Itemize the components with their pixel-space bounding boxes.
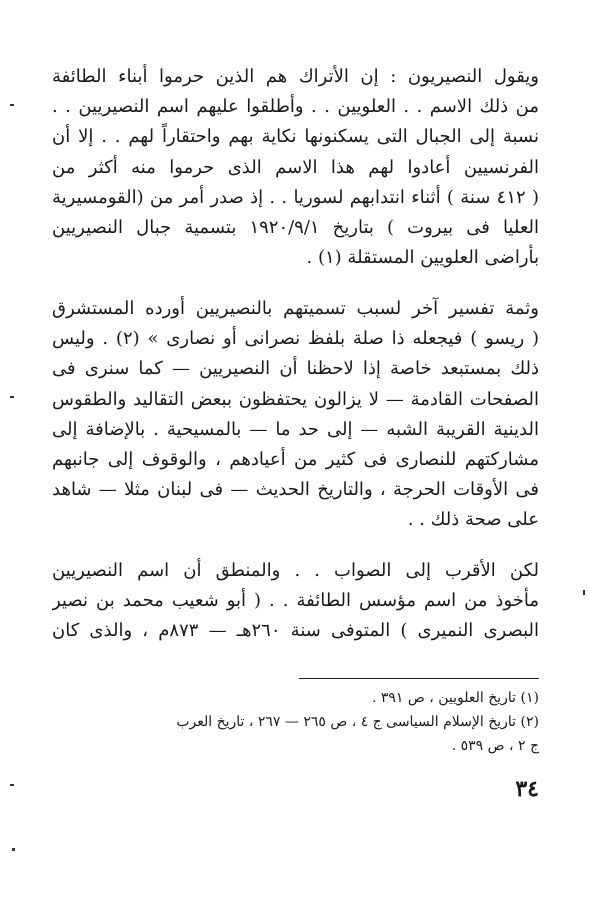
paragraph-line: وثمة تفسير آخر لسبب تسميتهم بالنصيريين أورده المستشرق bbox=[52, 298, 539, 319]
paragraph-line: ويقول النصيريون : إن الأتراك هم الذين حرموا أبناء الطائفة bbox=[52, 66, 539, 87]
page-number: ٣٤ bbox=[515, 776, 539, 802]
footnote-separator bbox=[299, 678, 539, 679]
paragraph-2 bbox=[52, 294, 539, 536]
paragraph-line: العليا فى بيروت ) بتاريخ ١٩٢٠/٩/١ بتسمية جبال النصيريين bbox=[52, 217, 539, 239]
scan-speck bbox=[10, 784, 14, 786]
paragraph-line: الفرنسيين أعادوا لهم هذا الاسم الذى حرموا منه أكثر من bbox=[52, 156, 539, 178]
footnote-1: (١) تاريخ العلويين ، ص ٣٩١ . bbox=[371, 690, 539, 706]
paragraph-line: لكن الأقرب إلى الصواب . . والمنطق أن اسم النصيريين bbox=[52, 560, 539, 581]
paragraph-line: ( ٤١٢ سنة ) أثناء انتدابهم لسوريا . . إذ صدر أمر من (القومسيرية bbox=[52, 186, 539, 208]
paragraph-line: من ذلك الاسم . . العلويين . . وأطلقوا عليهم اسم النصيريين . . bbox=[52, 96, 539, 118]
paragraph-line: ذلك بمستبعد خاصة إذا لاحظنا أن النصيريين — كما سنرى فى bbox=[52, 358, 539, 380]
paragraph-1 bbox=[52, 62, 539, 273]
scan-speck bbox=[583, 590, 585, 595]
footnote-2-continuation: ج ٢ ، ص ٥٣٩ . bbox=[451, 738, 539, 754]
paragraph-line: فى الأوقات الحرجة ، والتاريخ الحديث — فى لبنان مثلا — شاهد bbox=[52, 479, 539, 501]
paragraph-line: ( ريسو ) فيجعله ذا صلة بلفظ نصرانى أو نصارى » (٢) . وليس bbox=[52, 328, 539, 350]
paragraph-line: على صحة ذلك . . bbox=[407, 509, 539, 531]
paragraph-line: البصرى النميرى ) المتوفى سنة ٢٦٠هـ — ٨٧٣م ، والذى كان bbox=[52, 620, 539, 642]
paragraph-line: مشاركتهم للنصارى فى كثير من أعيادهم ، والوقوف إلى جانبهم bbox=[52, 449, 539, 471]
scan-speck bbox=[10, 396, 14, 398]
paragraph-line: بأراضى العلويين المستقلة (١) . bbox=[306, 247, 539, 269]
footnote-2: (٢) تاريخ الإسلام السياسى ج ٤ ، ص ٢٦٥ — ٢٦٧ ، تاريخ العرب bbox=[176, 714, 539, 730]
paragraph-line: مأخوذ من اسم مؤسس الطائفة . . ( أبو شعيب محمد بن نصير bbox=[52, 590, 539, 612]
paragraph-line: الصفحات القادمة — لا يزالون يحتفظون ببعض التقاليد والطقوس bbox=[52, 388, 539, 410]
paragraph-line: نسبة إلى الجبال التى يسكنونها نكاية بهم واحتقاراً لهم . . إلا أن bbox=[52, 126, 539, 148]
footnotes bbox=[52, 686, 539, 758]
scan-speck bbox=[12, 848, 15, 851]
scan-speck bbox=[10, 104, 14, 106]
paragraph-line: الدينية القريبة الشبه — إلى حد ما — بالمسيحية . بالإضافة إلى bbox=[52, 418, 539, 440]
paragraph-3 bbox=[52, 556, 539, 647]
